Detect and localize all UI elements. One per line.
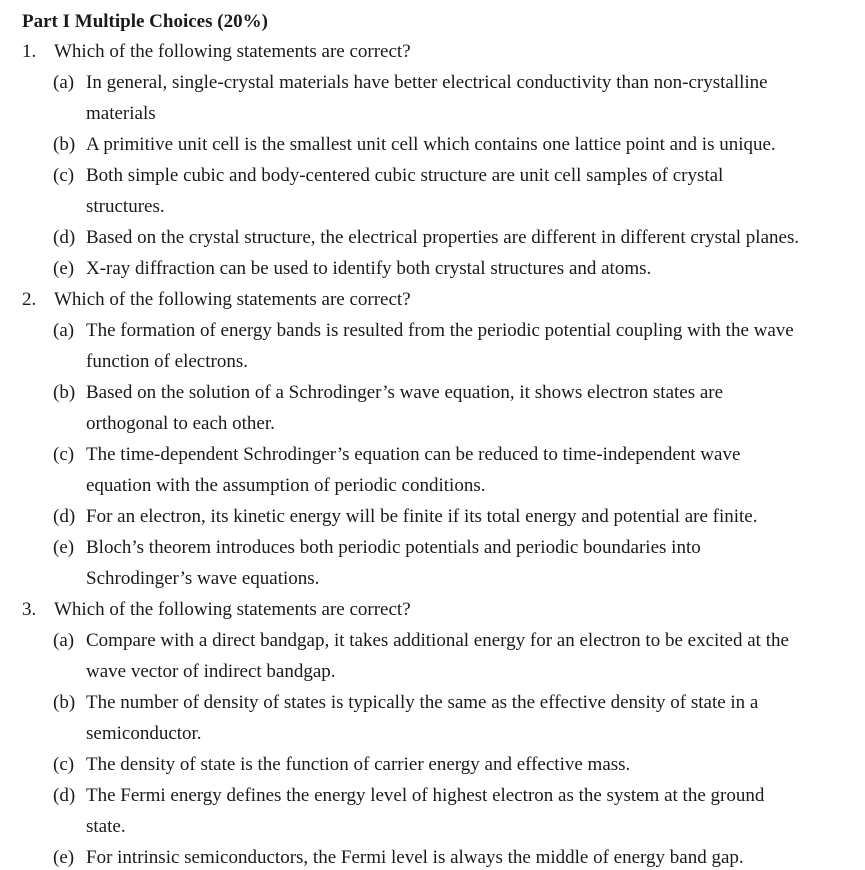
option-letter: (c) [53,165,75,186]
option-letter: (d) [53,227,76,248]
question-text: Which of the following statements are correct? [54,41,411,62]
option-letter: (b) [53,382,76,403]
option-text-continuation: structures. [86,196,165,217]
option-text-continuation: equation with the assumption of periodic conditions. [86,475,486,496]
option-text: For intrinsic semiconductors, the Fermi level is always the middle of energy band gap. [86,847,744,868]
option-letter: (a) [53,320,75,341]
question-text: Which of the following statements are correct? [54,289,411,310]
option-text: Both simple cubic and body-centered cubic structure are unit cell samples of crystal [86,165,724,186]
option-text: Based on the solution of a Schrodinger’s wave equation, it shows electron states are [86,382,724,403]
option-text: X-ray diffraction can be used to identify both crystal structures and atoms. [86,258,652,279]
option-text-continuation: state. [86,816,126,837]
option-text-continuation: semiconductor. [86,723,202,744]
option-letter: (e) [53,847,75,868]
option-text: Compare with a direct bandgap, it takes additional energy for an electron to be excited at the [86,630,789,651]
option-letter: (a) [53,72,75,93]
option-letter: (b) [53,134,76,155]
option-text: The formation of energy bands is resulted from the periodic potential coupling with the wave [86,320,794,341]
option-text: For an electron, its kinetic energy will be finite if its total energy and potential are finite. [86,506,758,527]
option-letter: (d) [53,785,76,806]
option-text: The density of state is the function of carrier energy and effective mass. [86,754,631,775]
option-text-continuation: orthogonal to each other. [86,413,275,434]
option-text-continuation: materials [86,103,156,124]
question-text: Which of the following statements are correct? [54,599,411,620]
option-letter: (a) [53,630,75,651]
option-letter: (d) [53,506,76,527]
option-letter: (e) [53,537,75,558]
option-letter: (c) [53,754,75,775]
question-number: 2. [22,289,37,310]
option-letter: (e) [53,258,75,279]
option-letter: (b) [53,692,76,713]
option-text: Bloch’s theorem introduces both periodic potentials and periodic boundaries into [86,537,701,558]
question-number: 3. [22,599,37,620]
option-text-continuation: Schrodinger’s wave equations. [86,568,320,589]
option-text: The number of density of states is typically the same as the effective density of state in a [86,692,759,713]
option-text-continuation: function of electrons. [86,351,248,372]
option-text: A primitive unit cell is the smallest unit cell which contains one lattice point and is unique. [86,134,776,155]
option-text: In general, single-crystal materials have better electrical conductivity than non-crystalline [86,72,768,93]
question-number: 1. [22,41,37,62]
option-text: The time-dependent Schrodinger’s equation can be reduced to time-independent wave [86,444,741,465]
section-title: Part I Multiple Choices (20%) [22,11,268,32]
option-text-continuation: wave vector of indirect bandgap. [86,661,336,682]
option-letter: (c) [53,444,75,465]
option-text: The Fermi energy defines the energy level of highest electron as the system at the ground [86,785,765,806]
option-text: Based on the crystal structure, the electrical properties are different in different crystal planes. [86,227,800,248]
